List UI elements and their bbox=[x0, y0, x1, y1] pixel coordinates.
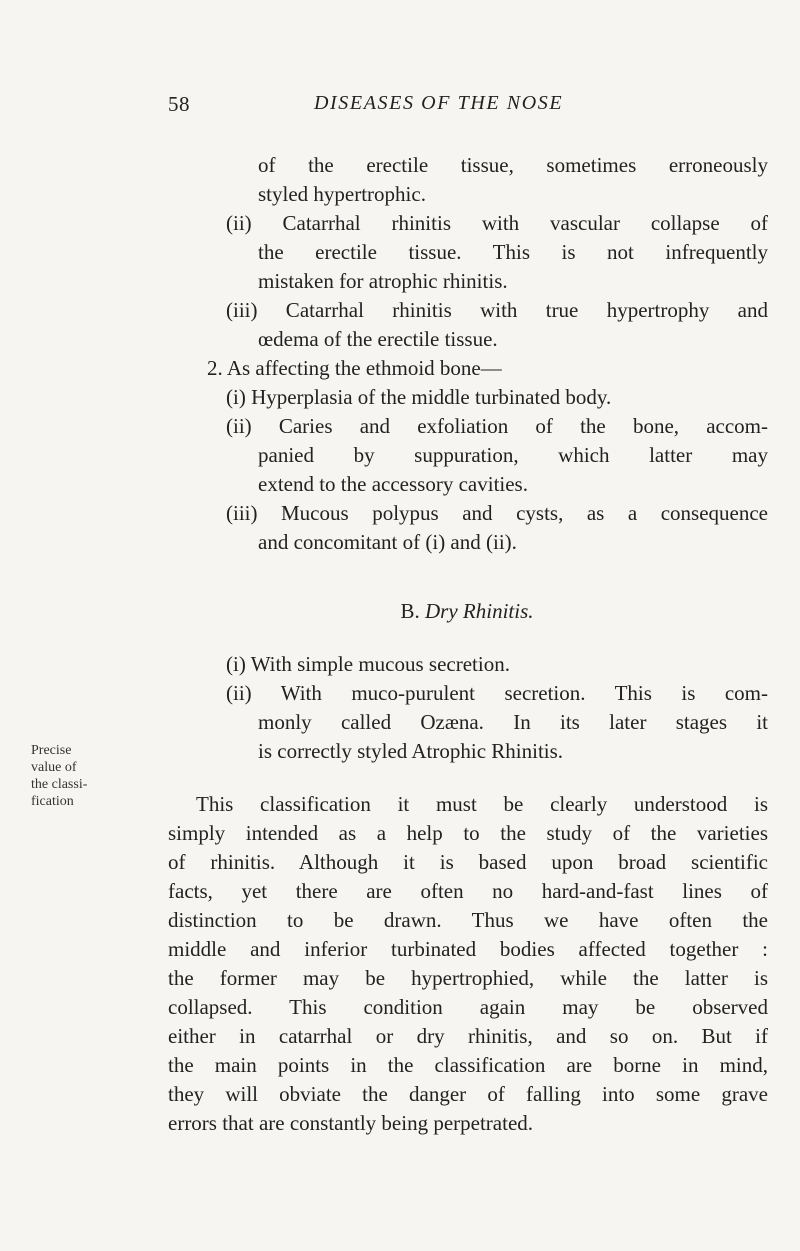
list-line: 2. As affecting the ethmoid bone— bbox=[207, 356, 502, 380]
marginal-note-line: the classi- bbox=[31, 777, 88, 792]
paragraph-line: errors that are constantly being perpetrated. bbox=[168, 1111, 534, 1135]
marginal-note-line: value of bbox=[31, 760, 77, 775]
page-header bbox=[168, 92, 688, 122]
paragraph-line: simply intended as a help to the study of the varieties bbox=[168, 821, 768, 845]
paragraph-line: they will obviate the danger of falling into some grave bbox=[168, 1082, 768, 1106]
paragraph-line: facts, yet there are often no hard-and-fast lines of bbox=[168, 879, 768, 903]
list-line: monly called Ozæna. In its later stages it bbox=[258, 710, 768, 734]
list-line: (i) Hyperplasia of the middle turbinated body. bbox=[226, 385, 612, 409]
paragraph-line: This classification it must be clearly understood is bbox=[196, 792, 768, 816]
list-line: (iii) Mucous polypus and cysts, as a consequence bbox=[226, 501, 768, 525]
running-title: DISEASES OF THE NOSE bbox=[314, 92, 564, 114]
list-line: (ii) Caries and exfoliation of the bone, accom- bbox=[226, 414, 768, 438]
list-line: (ii) With muco-purulent secretion. This is com- bbox=[226, 681, 768, 705]
paragraph-line: the former may be hypertrophied, while the latter is bbox=[168, 966, 768, 990]
list-line: (i) With simple mucous secretion. bbox=[226, 652, 510, 676]
list-line: œdema of the erectile tissue. bbox=[258, 327, 498, 351]
paragraph-line: middle and inferior turbinated bodies affected together : bbox=[168, 937, 768, 961]
section-title: Dry Rhinitis. bbox=[425, 599, 534, 623]
page-number: 58 bbox=[168, 92, 190, 116]
marginal-note bbox=[31, 742, 103, 810]
section-label: B. bbox=[400, 599, 420, 623]
section-heading bbox=[167, 597, 767, 625]
list-line: is correctly styled Atrophic Rhinitis. bbox=[258, 739, 564, 763]
list-line: (iii) Catarrhal rhinitis with true hypertrophy and bbox=[226, 298, 768, 322]
marginal-note-line: Precise bbox=[31, 743, 72, 758]
list-line: (ii) Catarrhal rhinitis with vascular collapse of bbox=[226, 211, 768, 235]
paragraph-line: collapsed. This condition again may be observed bbox=[168, 995, 768, 1019]
list-line: panied by suppuration, which latter may bbox=[258, 443, 768, 467]
list-line: the erectile tissue. This is not infrequently bbox=[258, 240, 768, 264]
list-line: of the erectile tissue, sometimes erroneously bbox=[258, 153, 768, 177]
marginal-note-line: fication bbox=[31, 794, 74, 809]
list-line: styled hypertrophic. bbox=[258, 182, 426, 206]
list-line: and concomitant of (i) and (ii). bbox=[258, 530, 517, 554]
paragraph-line: distinction to be drawn. Thus we have often the bbox=[168, 908, 768, 932]
list-line: extend to the accessory cavities. bbox=[258, 472, 528, 496]
list-line: mistaken for atrophic rhinitis. bbox=[258, 269, 508, 293]
paragraph-line: either in catarrhal or dry rhinitis, and so on. But if bbox=[168, 1024, 768, 1048]
paragraph-line: the main points in the classification are borne in mind, bbox=[168, 1053, 768, 1077]
paragraph-line: of rhinitis. Although it is based upon broad scientific bbox=[168, 850, 768, 874]
